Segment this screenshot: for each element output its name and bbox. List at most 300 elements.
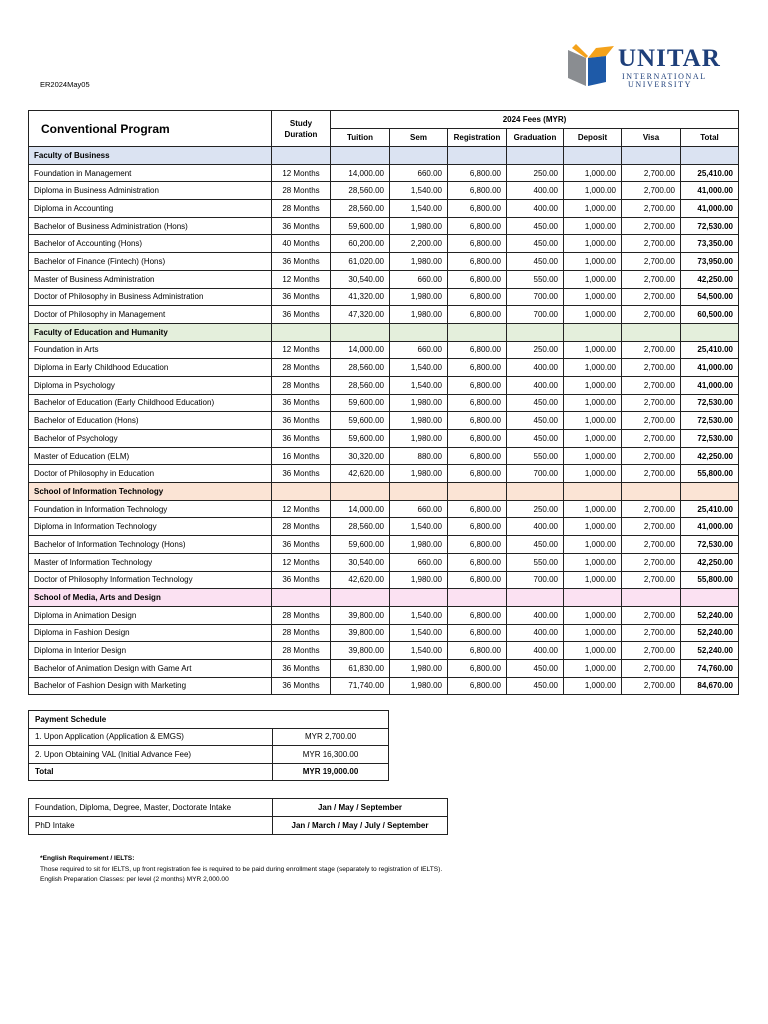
program-name: Bachelor of Finance (Fintech) (Hons) — [29, 253, 272, 271]
visa-fee: 2,700.00 — [622, 659, 681, 677]
visa-fee: 2,700.00 — [622, 606, 681, 624]
study-duration: 12 Months — [272, 164, 331, 182]
tuition-fee: 28,560.00 — [331, 182, 390, 200]
tuition-fee: 30,540.00 — [331, 553, 390, 571]
registration-fee: 6,800.00 — [448, 164, 507, 182]
section-name: Faculty of Education and Humanity — [29, 323, 272, 341]
graduation-fee: 250.00 — [507, 164, 564, 182]
section-cell — [507, 589, 564, 607]
sem-fee: 2,200.00 — [390, 235, 448, 253]
intake-program: PhD Intake — [29, 817, 273, 835]
program-row — [29, 642, 739, 660]
total-fee: 72,530.00 — [681, 536, 739, 554]
program-row — [29, 500, 739, 518]
sem-fee: 1,540.00 — [390, 642, 448, 660]
deposit-fee: 1,000.00 — [564, 359, 622, 377]
tuition-fee: 59,600.00 — [331, 536, 390, 554]
graduation-fee: 400.00 — [507, 642, 564, 660]
program-name: Foundation in Information Technology — [29, 500, 272, 518]
sem-fee: 1,540.00 — [390, 624, 448, 642]
section-cell — [331, 483, 390, 501]
study-duration: 16 Months — [272, 447, 331, 465]
graduation-fee: 700.00 — [507, 571, 564, 589]
payment-stage: 2. Upon Obtaining VAL (Initial Advance Fee) — [29, 746, 273, 764]
visa-fee: 2,700.00 — [622, 341, 681, 359]
tuition-fee: 39,800.00 — [331, 624, 390, 642]
study-duration: 36 Months — [272, 253, 331, 271]
program-row — [29, 606, 739, 624]
unitar-logo — [566, 42, 726, 90]
deposit-fee: 1,000.00 — [564, 571, 622, 589]
program-name: Bachelor of Psychology — [29, 430, 272, 448]
deposit-fee: 1,000.00 — [564, 164, 622, 182]
graduation-fee: 250.00 — [507, 341, 564, 359]
intake-row — [29, 817, 448, 835]
sem-fee: 1,980.00 — [390, 677, 448, 695]
tuition-fee: 42,620.00 — [331, 571, 390, 589]
total-fee: 72,530.00 — [681, 412, 739, 430]
registration-fee: 6,800.00 — [448, 659, 507, 677]
visa-fee: 2,700.00 — [622, 288, 681, 306]
section-cell — [681, 589, 739, 607]
graduation-fee: 450.00 — [507, 253, 564, 271]
study-duration: 36 Months — [272, 659, 331, 677]
section-row — [29, 323, 739, 341]
registration-fee: 6,800.00 — [448, 518, 507, 536]
intake-months: Jan / March / May / July / September — [273, 817, 448, 835]
study-duration: 28 Months — [272, 518, 331, 536]
study-duration: 28 Months — [272, 606, 331, 624]
visa-fee: 2,700.00 — [622, 182, 681, 200]
study-duration: 28 Months — [272, 359, 331, 377]
graduation-fee: 400.00 — [507, 376, 564, 394]
registration-fee: 6,800.00 — [448, 253, 507, 271]
registration-fee: 6,800.00 — [448, 235, 507, 253]
visa-fee: 2,700.00 — [622, 447, 681, 465]
payment-total-row — [29, 763, 389, 781]
graduation-fee: 700.00 — [507, 465, 564, 483]
program-name: Diploma in Animation Design — [29, 606, 272, 624]
section-cell — [272, 147, 331, 165]
column-header: Graduation — [507, 129, 564, 147]
total-fee: 52,240.00 — [681, 624, 739, 642]
tuition-fee: 41,320.00 — [331, 288, 390, 306]
program-name: Bachelor of Education (Hons) — [29, 412, 272, 430]
registration-fee: 6,800.00 — [448, 642, 507, 660]
program-name: Diploma in Information Technology — [29, 518, 272, 536]
study-duration: 36 Months — [272, 412, 331, 430]
registration-fee: 6,800.00 — [448, 447, 507, 465]
visa-fee: 2,700.00 — [622, 306, 681, 324]
study-duration: 28 Months — [272, 182, 331, 200]
payment-schedule-table — [28, 710, 389, 781]
registration-fee: 6,800.00 — [448, 606, 507, 624]
section-cell — [622, 147, 681, 165]
program-name: Foundation in Management — [29, 164, 272, 182]
study-duration: 36 Months — [272, 217, 331, 235]
program-name: Doctor of Philosophy in Education — [29, 465, 272, 483]
section-cell — [622, 483, 681, 501]
section-cell — [564, 589, 622, 607]
sem-fee: 660.00 — [390, 553, 448, 571]
total-fee: 72,530.00 — [681, 217, 739, 235]
program-row — [29, 412, 739, 430]
program-row — [29, 536, 739, 554]
program-row — [29, 518, 739, 536]
program-row — [29, 306, 739, 324]
program-row — [29, 376, 739, 394]
tuition-fee: 28,560.00 — [331, 200, 390, 218]
sem-fee: 660.00 — [390, 500, 448, 518]
sem-fee: 660.00 — [390, 164, 448, 182]
section-cell — [564, 483, 622, 501]
sem-fee: 1,980.00 — [390, 253, 448, 271]
program-row — [29, 465, 739, 483]
program-row — [29, 235, 739, 253]
deposit-fee: 1,000.00 — [564, 553, 622, 571]
payment-amount: MYR 2,700.00 — [273, 728, 389, 746]
program-row — [29, 288, 739, 306]
section-cell — [564, 147, 622, 165]
registration-fee: 6,800.00 — [448, 677, 507, 695]
visa-fee: 2,700.00 — [622, 394, 681, 412]
payment-row — [29, 746, 389, 764]
deposit-fee: 1,000.00 — [564, 217, 622, 235]
program-name: Doctor of Philosophy in Business Administration — [29, 288, 272, 306]
graduation-fee: 400.00 — [507, 182, 564, 200]
graduation-fee: 450.00 — [507, 394, 564, 412]
book-icon — [566, 42, 616, 90]
section-cell — [272, 589, 331, 607]
deposit-fee: 1,000.00 — [564, 518, 622, 536]
section-cell — [331, 147, 390, 165]
registration-fee: 6,800.00 — [448, 182, 507, 200]
deposit-fee: 1,000.00 — [564, 624, 622, 642]
total-fee: 41,000.00 — [681, 182, 739, 200]
graduation-fee: 450.00 — [507, 217, 564, 235]
deposit-fee: 1,000.00 — [564, 270, 622, 288]
logo-wordmark: UNITAR — [618, 45, 721, 72]
study-duration: 12 Months — [272, 553, 331, 571]
payment-schedule-title: Payment Schedule — [29, 711, 389, 729]
duration-header-line-2: Duration — [284, 129, 318, 139]
program-name: Diploma in Business Administration — [29, 182, 272, 200]
deposit-fee: 1,000.00 — [564, 659, 622, 677]
total-fee: 41,000.00 — [681, 200, 739, 218]
total-fee: 73,350.00 — [681, 235, 739, 253]
program-name: Doctor of Philosophy in Management — [29, 306, 272, 324]
registration-fee: 6,800.00 — [448, 217, 507, 235]
section-cell — [390, 323, 448, 341]
program-name: Bachelor of Fashion Design with Marketing — [29, 677, 272, 695]
total-fee: 41,000.00 — [681, 359, 739, 377]
graduation-fee: 400.00 — [507, 624, 564, 642]
total-fee: 25,410.00 — [681, 164, 739, 182]
study-duration: 12 Months — [272, 270, 331, 288]
program-row — [29, 359, 739, 377]
visa-fee: 2,700.00 — [622, 376, 681, 394]
graduation-fee: 550.00 — [507, 270, 564, 288]
intake-program: Foundation, Diploma, Degree, Master, Doctorate Intake — [29, 799, 273, 817]
study-duration: 40 Months — [272, 235, 331, 253]
section-cell — [390, 483, 448, 501]
study-duration: 28 Months — [272, 376, 331, 394]
deposit-fee: 1,000.00 — [564, 341, 622, 359]
graduation-fee: 400.00 — [507, 359, 564, 377]
payment-total-label: Total — [29, 763, 273, 781]
section-cell — [507, 147, 564, 165]
section-cell — [448, 589, 507, 607]
study-duration: 28 Months — [272, 642, 331, 660]
graduation-fee: 550.00 — [507, 553, 564, 571]
section-cell — [272, 323, 331, 341]
visa-fee: 2,700.00 — [622, 217, 681, 235]
program-row — [29, 571, 739, 589]
payment-amount: MYR 16,300.00 — [273, 746, 389, 764]
visa-fee: 2,700.00 — [622, 200, 681, 218]
program-name: Master of Education (ELM) — [29, 447, 272, 465]
tuition-fee: 28,560.00 — [331, 376, 390, 394]
section-cell — [622, 589, 681, 607]
section-row — [29, 147, 739, 165]
payment-row — [29, 728, 389, 746]
graduation-fee: 450.00 — [507, 677, 564, 695]
intake-table — [28, 798, 448, 835]
sem-fee: 1,540.00 — [390, 376, 448, 394]
registration-fee: 6,800.00 — [448, 500, 507, 518]
intake-months: Jan / May / September — [273, 799, 448, 817]
tuition-fee: 71,740.00 — [331, 677, 390, 695]
deposit-fee: 1,000.00 — [564, 394, 622, 412]
study-duration: 36 Months — [272, 465, 331, 483]
registration-fee: 6,800.00 — [448, 430, 507, 448]
section-cell — [681, 323, 739, 341]
section-cell — [390, 589, 448, 607]
visa-fee: 2,700.00 — [622, 412, 681, 430]
program-name: Master of Business Administration — [29, 270, 272, 288]
tuition-fee: 61,020.00 — [331, 253, 390, 271]
sem-fee: 1,980.00 — [390, 659, 448, 677]
deposit-fee: 1,000.00 — [564, 677, 622, 695]
fees-table — [28, 110, 739, 695]
total-fee: 60,500.00 — [681, 306, 739, 324]
total-fee: 55,800.00 — [681, 571, 739, 589]
program-row — [29, 430, 739, 448]
document-code: ER2024May05 — [40, 80, 90, 89]
visa-fee: 2,700.00 — [622, 430, 681, 448]
deposit-fee: 1,000.00 — [564, 200, 622, 218]
visa-fee: 2,700.00 — [622, 536, 681, 554]
visa-fee: 2,700.00 — [622, 465, 681, 483]
program-row — [29, 253, 739, 271]
payment-total-value: MYR 19,000.00 — [273, 763, 389, 781]
total-fee: 52,240.00 — [681, 642, 739, 660]
program-row — [29, 270, 739, 288]
registration-fee: 6,800.00 — [448, 394, 507, 412]
visa-fee: 2,700.00 — [622, 235, 681, 253]
logo-line-2: UNIVERSITY — [628, 80, 692, 89]
deposit-fee: 1,000.00 — [564, 306, 622, 324]
english-requirement-notes — [40, 854, 442, 886]
sem-fee: 1,540.00 — [390, 359, 448, 377]
registration-fee: 6,800.00 — [448, 288, 507, 306]
column-header: Total — [681, 129, 739, 147]
registration-fee: 6,800.00 — [448, 571, 507, 589]
registration-fee: 6,800.00 — [448, 341, 507, 359]
section-row — [29, 589, 739, 607]
graduation-fee: 550.00 — [507, 447, 564, 465]
study-duration: 36 Months — [272, 288, 331, 306]
visa-fee: 2,700.00 — [622, 359, 681, 377]
study-duration: 12 Months — [272, 341, 331, 359]
visa-fee: 2,700.00 — [622, 518, 681, 536]
visa-fee: 2,700.00 — [622, 270, 681, 288]
total-fee: 74,760.00 — [681, 659, 739, 677]
column-header: Sem — [390, 129, 448, 147]
graduation-fee: 450.00 — [507, 430, 564, 448]
sem-fee: 1,980.00 — [390, 571, 448, 589]
sem-fee: 1,980.00 — [390, 465, 448, 483]
total-fee: 54,500.00 — [681, 288, 739, 306]
total-fee: 42,250.00 — [681, 553, 739, 571]
sem-fee: 1,540.00 — [390, 606, 448, 624]
tuition-fee: 14,000.00 — [331, 341, 390, 359]
deposit-fee: 1,000.00 — [564, 288, 622, 306]
total-fee: 41,000.00 — [681, 376, 739, 394]
tuition-fee: 60,200.00 — [331, 235, 390, 253]
registration-fee: 6,800.00 — [448, 270, 507, 288]
visa-fee: 2,700.00 — [622, 624, 681, 642]
registration-fee: 6,800.00 — [448, 536, 507, 554]
sem-fee: 1,540.00 — [390, 182, 448, 200]
sem-fee: 1,980.00 — [390, 536, 448, 554]
total-fee: 25,410.00 — [681, 500, 739, 518]
sem-fee: 1,980.00 — [390, 217, 448, 235]
program-name: Diploma in Fashion Design — [29, 624, 272, 642]
total-fee: 72,530.00 — [681, 430, 739, 448]
graduation-fee: 700.00 — [507, 288, 564, 306]
program-name: Bachelor of Accounting (Hons) — [29, 235, 272, 253]
sem-fee: 1,980.00 — [390, 430, 448, 448]
deposit-fee: 1,000.00 — [564, 465, 622, 483]
study-duration: 36 Months — [272, 571, 331, 589]
registration-fee: 6,800.00 — [448, 376, 507, 394]
study-duration: 28 Months — [272, 624, 331, 642]
section-row — [29, 483, 739, 501]
tuition-fee: 39,800.00 — [331, 606, 390, 624]
tuition-fee: 28,560.00 — [331, 359, 390, 377]
deposit-fee: 1,000.00 — [564, 430, 622, 448]
tuition-fee: 30,540.00 — [331, 270, 390, 288]
total-fee: 25,410.00 — [681, 341, 739, 359]
deposit-fee: 1,000.00 — [564, 536, 622, 554]
sem-fee: 660.00 — [390, 270, 448, 288]
registration-fee: 6,800.00 — [448, 465, 507, 483]
column-header: Deposit — [564, 129, 622, 147]
tuition-fee: 14,000.00 — [331, 164, 390, 182]
sem-fee: 1,980.00 — [390, 412, 448, 430]
study-duration: 36 Months — [272, 430, 331, 448]
section-name: Faculty of Business — [29, 147, 272, 165]
registration-fee: 6,800.00 — [448, 624, 507, 642]
sem-fee: 1,980.00 — [390, 288, 448, 306]
deposit-fee: 1,000.00 — [564, 500, 622, 518]
total-fee: 52,240.00 — [681, 606, 739, 624]
registration-fee: 6,800.00 — [448, 200, 507, 218]
section-cell — [507, 483, 564, 501]
deposit-fee: 1,000.00 — [564, 182, 622, 200]
tuition-fee: 47,320.00 — [331, 306, 390, 324]
study-duration: 36 Months — [272, 394, 331, 412]
section-cell — [272, 483, 331, 501]
deposit-fee: 1,000.00 — [564, 447, 622, 465]
sem-fee: 1,540.00 — [390, 200, 448, 218]
program-name: Master of Information Technology — [29, 553, 272, 571]
duration-header-line-1: Study — [289, 118, 313, 128]
deposit-fee: 1,000.00 — [564, 376, 622, 394]
section-cell — [622, 323, 681, 341]
tuition-fee: 14,000.00 — [331, 500, 390, 518]
fees-header: 2024 Fees (MYR) — [331, 111, 739, 129]
graduation-fee: 450.00 — [507, 235, 564, 253]
program-row — [29, 200, 739, 218]
notes-line: Those required to sit for IELTS, up front registration fee is required to be paid during enrollment stage (separately to registration of IELTS). — [40, 865, 443, 873]
visa-fee: 2,700.00 — [622, 571, 681, 589]
logo-line-1: INTERNATIONAL — [622, 72, 707, 81]
registration-fee: 6,800.00 — [448, 412, 507, 430]
visa-fee: 2,700.00 — [622, 253, 681, 271]
column-header: Registration — [448, 129, 507, 147]
program-row — [29, 182, 739, 200]
program-name: Foundation in Arts — [29, 341, 272, 359]
total-fee: 73,950.00 — [681, 253, 739, 271]
tuition-fee: 59,600.00 — [331, 412, 390, 430]
sem-fee: 660.00 — [390, 341, 448, 359]
graduation-fee: 400.00 — [507, 518, 564, 536]
study-duration: 36 Months — [272, 677, 331, 695]
program-row — [29, 164, 739, 182]
section-cell — [448, 483, 507, 501]
program-name: Doctor of Philosophy Information Technology — [29, 571, 272, 589]
sem-fee: 1,980.00 — [390, 394, 448, 412]
visa-fee: 2,700.00 — [622, 164, 681, 182]
study-duration: 28 Months — [272, 200, 331, 218]
visa-fee: 2,700.00 — [622, 677, 681, 695]
program-row — [29, 624, 739, 642]
program-row — [29, 677, 739, 695]
tuition-fee: 39,800.00 — [331, 642, 390, 660]
section-cell — [564, 323, 622, 341]
program-name: Bachelor of Education (Early Childhood Education) — [29, 394, 272, 412]
graduation-fee: 450.00 — [507, 536, 564, 554]
visa-fee: 2,700.00 — [622, 642, 681, 660]
tuition-fee: 61,830.00 — [331, 659, 390, 677]
program-name: Diploma in Accounting — [29, 200, 272, 218]
graduation-fee: 400.00 — [507, 606, 564, 624]
graduation-fee: 250.00 — [507, 500, 564, 518]
section-cell — [448, 147, 507, 165]
deposit-fee: 1,000.00 — [564, 642, 622, 660]
graduation-fee: 400.00 — [507, 200, 564, 218]
column-header: Tuition — [331, 129, 390, 147]
registration-fee: 6,800.00 — [448, 359, 507, 377]
sem-fee: 1,540.00 — [390, 518, 448, 536]
deposit-fee: 1,000.00 — [564, 412, 622, 430]
deposit-fee: 1,000.00 — [564, 253, 622, 271]
program-row — [29, 341, 739, 359]
tuition-fee: 30,320.00 — [331, 447, 390, 465]
section-cell — [390, 147, 448, 165]
